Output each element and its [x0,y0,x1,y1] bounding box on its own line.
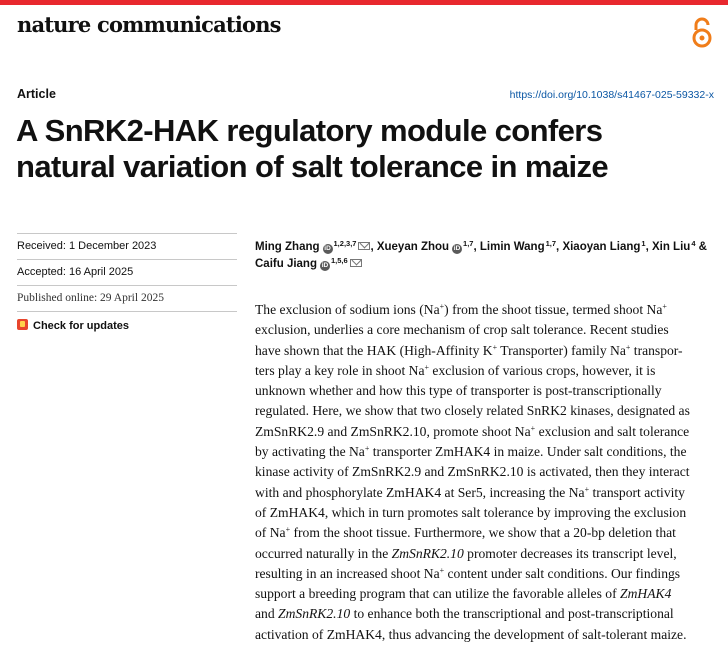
author-affiliation: 4 [691,239,696,248]
author-name: Limin Wang [479,241,545,253]
author[interactable] [377,241,474,253]
gene-name: ZmSnRK2.10 [278,606,351,622]
check-for-updates-button[interactable] [17,319,129,332]
orcid-icon[interactable]: iD [324,245,331,252]
abstract-line: of ZmHAK4, which in turn promotes salt tolerance by improving the exclusion [255,504,687,520]
author-affiliation: 1,7 [545,239,557,248]
abstract-line: by activating the Na+ transporter ZmHAK4 in maize. Under salt conditions, the [255,444,687,460]
superscript: + [439,565,445,575]
abstract-line: ZmSnRK2.9 and ZmSnRK2.10, promote shoot Na+ exclusion and salt tolerance [255,423,690,439]
superscript: + [492,342,498,352]
author-name: Caifu Jiang [255,258,317,270]
accepted-date: Accepted: 16 April 2025 [17,266,134,278]
author[interactable] [480,241,556,253]
received-date: Received: 1 December 2023 [17,240,157,252]
abstract-line: support a breeding program that can utilize the favorable alleles of ZmHAK4 [255,586,672,602]
author[interactable] [652,241,696,253]
article-type-label: Article [17,87,56,101]
superscript: + [364,444,370,454]
orcid-icon[interactable]: iD [453,245,461,252]
abstract-line: regulated. Here, we show that two closely related SnRK2 kinases, designated as [255,403,690,419]
divider [17,259,237,260]
divider [17,311,237,312]
author-separator: , [556,241,563,253]
author-line [255,239,715,256]
abstract-line: of Na+ from the shoot tissue. Furthermore, we show that a 20-bp deletion that [255,525,676,541]
author-name: Xiaoyan Liang [562,241,641,253]
author-name: Xueyan Zhou [376,241,450,253]
divider [17,233,237,234]
published-date: Published online: 29 April 2025 [17,292,164,304]
author-affiliation: 1,5,6 [330,256,348,265]
superscript: + [285,525,291,535]
abstract-line: occurred naturally in the ZmSnRK2.10 promoter decreases its transcript level, [255,545,677,561]
author[interactable] [255,241,370,253]
journal-name[interactable]: nature communications [17,12,281,37]
abstract-line: kinase activity of ZmSnRK2.9 and ZmSnRK2.10 is activated, then they interact [255,464,690,480]
author-separator: , [473,241,480,253]
author-separator: & [695,241,707,253]
superscript: + [439,302,445,311]
divider [17,285,237,286]
superscript: + [625,342,631,352]
title-line: A SnRK2-HAK regulatory module confers [16,113,603,148]
author[interactable] [562,241,645,253]
orcid-icon[interactable]: iD [321,262,329,269]
gene-name: ZmSnRK2.10 [391,545,464,561]
abstract-line: with and phosphorylate ZmHAK4 at Ser5, increasing the Na+ transport activity [255,484,685,500]
abstract [255,300,720,645]
article-title [16,113,716,185]
author-list [255,239,715,273]
abstract-line: activation of ZmHAK4, thus advancing the development of salt-tolerant maize. [255,626,687,642]
abstract-line: and ZmSnRK2.10 to enhance both the transcriptional and post-transcriptional [255,606,674,622]
title-line: natural variation of salt tolerance in maize [16,149,609,184]
gene-name: ZmHAK4 [620,586,672,602]
top-accent-bar [0,0,728,5]
check-for-updates-icon [17,319,28,330]
abstract-line: exclusion, underlies a core mechanism of crop salt tolerance. Recent studies [255,322,669,338]
author-line [255,256,715,273]
author-name: Xin Liu [651,241,691,253]
email-icon[interactable] [350,259,362,267]
email-icon[interactable] [358,242,370,250]
abstract-line: have shown that the HAK (High-Affinity K+ Transporter) family Na+ transpor- [255,342,683,358]
superscript: + [530,423,536,433]
abstract-line: The exclusion of sodium ions (Na+) from the shoot tissue, termed shoot Na+ [255,302,667,317]
abstract-line: unknown whether and how this type of transporter is post-transcriptionally [255,383,662,399]
author-affiliation: 1,7 [463,239,474,248]
superscript: + [662,302,667,311]
author-separator: , [370,241,377,253]
author-separator: , [645,241,652,253]
abstract-line: resulting in an increased shoot Na+ content under salt conditions. Our findings [255,565,681,581]
superscript: + [584,484,590,494]
author-affiliation: 1 [641,239,646,248]
abstract-line: ters play a key role in shoot Na+ exclusion of various crops, however, it is [255,362,656,378]
author[interactable] [255,258,362,270]
doi-link[interactable]: https://doi.org/10.1038/s41467-025-59332-x [509,89,714,101]
check-for-updates-label: Check for updates [33,320,129,332]
open-access-icon[interactable] [690,15,714,49]
author-name: Ming Zhang [255,241,320,253]
superscript: + [424,362,430,372]
author-affiliation: 1,2,3,7 [333,239,357,248]
